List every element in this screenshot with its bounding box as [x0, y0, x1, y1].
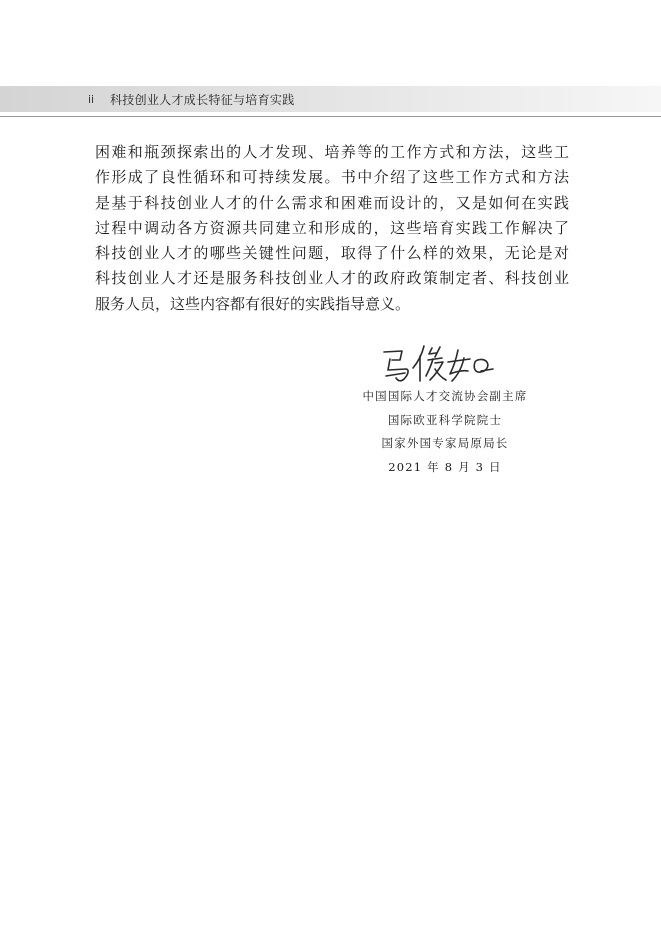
header-rule — [0, 116, 661, 117]
signer-title-3: 国家外国专家局原局长 — [381, 436, 509, 450]
body-line: 困难和瓶颈探索出的人才发现、培养等的工作方式和方法，这些工 — [95, 143, 569, 161]
body-line: 是基于科技创业人才的什么需求和困难而设计的，又是如何在实践 — [95, 193, 569, 212]
signoff-block — [330, 385, 560, 479]
body-line: 科技创业人才还是服务科技创业人才的政府政策制定者、科技创业 — [95, 269, 569, 288]
handwritten-signature — [380, 340, 496, 386]
body-line: 科技创业人才的哪些关键性问题，取得了什么样的效果，无论是对 — [95, 244, 569, 263]
body-line: 服务人员，这些内容都有很好的实践指导意义。 — [95, 294, 411, 313]
book-title: 科技创业人才成长特征与培育实践 — [110, 93, 295, 107]
signer-title-2: 国际欧亚科学院院士 — [387, 412, 503, 427]
signer-title-1: 中国国际人才交流协会副主席 — [362, 389, 528, 403]
body-line: 过程中调动各方资源共同建立和形成的，这些培育实践工作解决了 — [95, 218, 569, 237]
body-paragraph — [95, 140, 569, 317]
signoff-date: 2021 年 8 月 3 日 — [388, 459, 502, 474]
body-line: 作形成了良性循环和可持续发展。书中介绍了这些工作方式和方法 — [95, 168, 569, 187]
running-header — [0, 86, 661, 112]
page-number: ii — [88, 93, 95, 106]
